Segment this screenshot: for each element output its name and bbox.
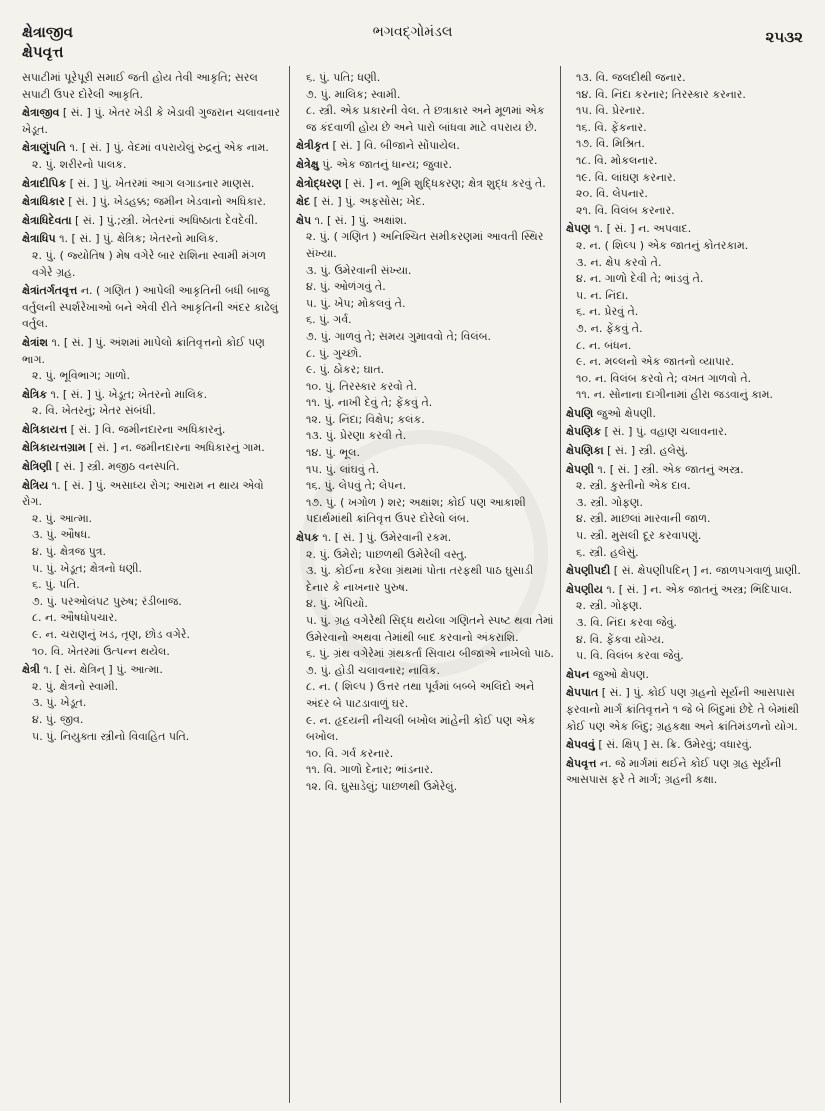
sense: ૩. વિ. નિંદા કરવા જેવું. [576, 616, 677, 629]
headword: ક્ષેપવવું [566, 738, 595, 752]
definition: [ સં. ] પું. અફસોસ; ખેદ. [313, 195, 426, 209]
dictionary-entry [566, 406, 806, 423]
headword: ક્ષેપપાત [566, 686, 599, 700]
sense: ૯. ન. ચરાણનું ખડ, તૃણ, છોડ વગેરે. [32, 628, 190, 641]
sense: ૪. પું. ઓળંગવું તે. [306, 280, 386, 294]
definition: સપાટીમાં પૂરેપૂરી સમાઈ જતી હોય તેવી આકૃતિ; સરલ સપાટી ઉપર દોરેલી આકૃતિ. [22, 71, 258, 101]
definition: ૧. [ સં. ] પું. અંશમાં માપેલો ક્રાંતિવૃત્તનો કોઈ પણ ભાગ. [22, 335, 265, 366]
dictionary-entry [22, 387, 284, 420]
sense: ૭. પું. હોડી ચલાવનાર; નાવિક. [306, 663, 440, 677]
headword: ક્ષેત્રિણી [22, 460, 52, 474]
sense: ૭. પું. માલિક; સ્વામી. [306, 87, 401, 101]
dictionary-entry [566, 70, 806, 219]
definition: જુઓ ક્ષેપણી. [596, 406, 656, 420]
entry-line [296, 176, 554, 193]
entry-line [22, 478, 284, 511]
entry-line [22, 335, 284, 368]
headword: ક્ષેપણ [566, 222, 591, 236]
sense: ૨૦. વિ. લેપનાર. [576, 187, 648, 201]
sense: ૨. પું. ( જ્યોતિષ ) મેષ વગેરે બાર રાશિના સ્વામી મંગળ વગેરે ગ્રહ. [32, 248, 266, 279]
headword: ક્ષેપણીય [566, 582, 603, 596]
dictionary-entry [22, 194, 284, 211]
entry-line [566, 667, 806, 684]
headword: ક્ષેત્રેક્ષુ [296, 157, 319, 171]
sense: ૬. પું. પતિ; ધણી. [306, 71, 381, 84]
dictionary-entry [22, 478, 284, 661]
sense: ૩. ન. ક્ષેપ કરવો તે. [576, 255, 662, 269]
sense: ૯. ન. હૃદયની નીચલી બખોલ માંહેની કોઈ પણ એક બખોલ. [306, 713, 536, 744]
sense: ૧૮. વિ. મોકલનાર. [576, 153, 658, 167]
sense: ૬. ન. પ્રેરવું તે. [576, 305, 639, 319]
headword: ક્ષેદ [296, 195, 311, 209]
sense: ૬. પું. ગર્વ. [306, 313, 352, 327]
sense: ૧૯. વિ. લાંઘણ કરનાર. [576, 170, 677, 184]
entry-line [566, 443, 806, 460]
sense: ૧૩. વિ. જલદીથી જનાર. [576, 71, 686, 84]
dictionary-entry [566, 582, 806, 665]
sense: ૪. વિ. ફેંકવા યોગ્ય. [576, 632, 665, 646]
sense: ૧૫. વિ. પ્રેરનાર. [576, 104, 645, 118]
headword: ક્ષેત્રિકાયત્ત [22, 422, 68, 436]
dictionary-entry [296, 530, 554, 796]
entry-line [566, 685, 806, 735]
entry-line [296, 138, 554, 155]
headword: ક્ષેપણિ [566, 406, 594, 420]
dictionary-entry [566, 221, 806, 404]
definition: [ સં. ] ન. જમીનદારના અધિકારનું ગામ. [89, 441, 265, 455]
definition: ૧. [ સં. ] પું. ઉમેરવાની રકમ. [322, 531, 452, 545]
definition: જુઓ ક્ષેપણ. [592, 667, 649, 681]
sense: ૧૭. વિ. મિશ્રિત. [576, 137, 645, 151]
headword: ક્ષેત્રોદ્ધરણ [296, 176, 342, 190]
sense: ૯. ન. મલ્લનો એક જાતનો વ્યાપાર. [576, 355, 735, 369]
headword: ક્ષેત્રાજીવ [22, 106, 60, 120]
definition: ન. જે માર્ગમાં થઈને કોઈ પણ ગ્રહ સૂર્યની આસપાસ ફરે તે માર્ગ; ગ્રહની કક્ષા. [566, 756, 782, 787]
entry-line [22, 387, 284, 404]
sense: ૮. પું. ગુચ્છો. [306, 346, 362, 360]
sense: ૧૨. વિ. ઘુસાડેલું; પાછળથી ઉમેરેલું. [306, 779, 458, 793]
sense: ૨. સ્ત્રી. ગોફણ. [576, 599, 643, 613]
dictionary-entry [22, 440, 284, 457]
headword: ક્ષેત્રાંતર્ગતવૃત્ત [22, 284, 78, 298]
definition: [ સં. ] પું. ખેડહક્ક; જમીન ખેડવાનો અધિકાર. [68, 195, 267, 209]
dictionary-entry [296, 138, 554, 155]
entry-line [566, 462, 806, 479]
dictionary-entry [22, 176, 284, 193]
entry-line [22, 105, 284, 138]
definition: પું. એક જાતનું ધાન્ય; જુવાર. [322, 157, 452, 171]
dictionary-entry [566, 462, 806, 562]
definition: [ સં. ] ન. ભૂમિ શુદ્ધિકરણ; ક્ષેત્ર શુદ્ધ કરવું તે. [345, 176, 546, 190]
entry-line [22, 440, 284, 457]
sense: ૨. પું. આત્મા. [32, 511, 93, 525]
sense: ૪. પું. ખેપિયો. [306, 597, 368, 611]
sense: ૬. પું. પતિ. [32, 578, 80, 592]
sense: ૧૩. પું. પ્રેરણા કરવી તે. [306, 429, 407, 443]
sense: ૭. ન. ફેંકવું તે. [576, 321, 643, 335]
definition: [ સં. ] પું. કોઈ પણ ગ્રહનો સૂર્યની આસપાસ ફરવાનો માર્ગ ક્રાંતિવૃત્તને ૧ જે બે બિંદુમાં છેદે તે બેમાંથી કોઈ પણ એક બિંદુ; ગ્રહકક્ષા અને ક્રાંતિમંડળનો યોગ. [566, 686, 800, 733]
entry-line [296, 530, 554, 547]
guide-word-first: ક્ષેત્રાજીવ [22, 23, 73, 41]
dictionary-entry [566, 424, 806, 441]
column-2 [296, 70, 554, 1105]
sense: ૮. ન. ( શિલ્પ ) ઉત્તર તથા પૂર્વમાં બબ્બે અલિંદો અને અંદર બે પાટડાવાળું ઘર. [306, 680, 535, 710]
entry-line [566, 756, 806, 789]
sense: ૫. પું. ગ્રહ વગેરેથી સિદ્ધ થયેલા ગણિતને સ્પષ્ટ થવા તેમાં ઉમેરવાનો અથવા તેમાંથી બાદ કરવાનો અંકરાશિ. [306, 614, 554, 644]
dictionary-entry [296, 213, 554, 528]
definition: ન. ( ગણિત ) આપેલી આકૃતિની બધી બાજુ વર્તુલની સ્પર્શરેખાઓ બને એવી રીતે આકૃતિની અંદર કાઢેલું વર્તુલ. [22, 284, 279, 331]
sense: ૧૧. ન. સોનાના દાગીનામાં હીરા જડવાનું કામ. [576, 388, 774, 402]
sense: ૨. પું. ( ગણિત ) અનિશ્ચિત સમીકરણમાં આવતી સ્થિર સંખ્યા. [306, 230, 544, 260]
sense: ૫. પું. નિયુક્તા સ્ત્રીનો વિવાહિત પતિ. [32, 729, 190, 743]
sense: ૨. પું. ભૂવિભાગ; ગાળો. [32, 369, 131, 383]
headword: ક્ષેત્રાદીપિક [22, 176, 67, 190]
sense: ૧૪. પું. ભૂલ. [306, 446, 360, 460]
dictionary-entry [566, 737, 806, 754]
entry-line [566, 563, 806, 580]
definition: ૧. [ સં. ] ન. એક જાતનું અસ્ત્ર; ભિંદિપાલ. [606, 582, 793, 596]
sense: ૧૬. વિ. ફેંકનાર. [576, 120, 647, 134]
entry-line [296, 157, 554, 174]
dictionary-entry [22, 213, 284, 230]
sense: ૫. વિ. વિલંબ કરવા જેવું. [576, 649, 684, 663]
column-divider [560, 66, 561, 1103]
sense: ૫. સ્ત્રી. મુસલી દૂર કરવાપણું. [576, 529, 702, 543]
guide-word-last: ક્ષેપવૃત્ત [22, 43, 64, 61]
dictionary-entry [296, 70, 554, 136]
column-1 [22, 70, 284, 1105]
definition: [ સં. ] વિ. બીજાને સોંપાયેલ. [332, 139, 460, 153]
entry-line [566, 737, 806, 754]
dictionary-entry [22, 140, 284, 173]
definition: ૧. [ સં. ] પું. ખેડૂત; ખેતરનો માલિક. [50, 387, 208, 401]
sense: ૨. પું. ક્ષેત્રનો સ્વામી. [32, 679, 119, 693]
headword: ક્ષેત્રાધિપ [22, 232, 56, 246]
headword: ક્ષેપણીપદી [566, 564, 611, 578]
headword: ક્ષેત્રિકાયત્તગ્રામ [22, 441, 86, 455]
dictionary-entry [296, 176, 554, 193]
dictionary-entry [566, 443, 806, 460]
sense: ૧૪. વિ. નિંદા કરનાર; તિરસ્કાર કરનાર. [576, 87, 746, 101]
sense: ૧૦. વિ. ખેતરમાં ઉત્પન્ન થયેલ. [32, 644, 170, 658]
headword: ક્ષેપન [566, 667, 590, 681]
entry-line [566, 582, 806, 599]
entry-line [296, 194, 554, 211]
column-divider [289, 66, 290, 1103]
headword: ક્ષેત્રિક [22, 387, 48, 401]
sense: ૮. ન. ઔષધોપચાર. [32, 611, 118, 625]
headword: ક્ષેપણી [566, 462, 594, 476]
sense: ૨. પું. શરીરનો પાલક. [32, 157, 127, 171]
sense: ૧૨. પું. નિંદા; વિક્ષેપ; કલંક. [306, 412, 425, 426]
sense: ૬. સ્ત્રી. હલેસું. [576, 545, 639, 559]
dictionary-entry [296, 194, 554, 211]
definition: ૧. [ સં. ] પું. વેદમાં વપરાયેલું રુદ્રનું એક નામ. [69, 141, 269, 155]
dictionary-entry [296, 157, 554, 174]
sense: ૩. પું. ખેડૂત. [32, 696, 87, 710]
entry-line [296, 213, 554, 230]
entry-line [566, 406, 806, 423]
headword: ક્ષેત્રિય [22, 478, 49, 492]
dictionary-entry [22, 105, 284, 138]
definition: [ સં. ] વિ. જમીનદારના અધિકારનું. [70, 422, 226, 436]
definition: [ સં. ] સ્ત્રી. હલેસું. [607, 444, 689, 458]
headword: ક્ષેપ [296, 213, 312, 227]
headword: ક્ષેત્રી [22, 663, 40, 677]
sense: ૧૦. ન. વિલંબ કરવો તે; વખત ગાળવો તે. [576, 371, 752, 385]
dictionary-entry [22, 283, 284, 333]
sense: ૩. પું. ઔષધ. [32, 528, 91, 542]
sense: ૮. ન. બંધન. [576, 338, 632, 352]
sense: ૩. પું. ઉમેરવાની સંખ્યા. [306, 263, 412, 277]
entry-line [22, 213, 284, 230]
entry-line [22, 422, 284, 439]
entry-line [22, 283, 284, 333]
sense: ૯. પું. ઠોકર; ઘાત. [306, 363, 385, 377]
headword: ક્ષેત્રાધિદેવતા [22, 213, 72, 227]
dictionary-entry [22, 662, 284, 745]
definition: [ સં. ક્ષેપણીપદિન્ ] ન. જાળપગવાળું પ્રાણી. [613, 564, 801, 578]
sense: ૧૫. પું. લાંઘવું તે. [306, 462, 380, 476]
sense: ૨. ન. ( શિલ્પ ) એક જાતનું કોતરકામ. [576, 238, 749, 252]
headword: ક્ષેત્રીકૃત [296, 139, 329, 153]
definition: [ સં. ] પું. ખેતરમાં આગ લગાડનાર માણસ. [69, 176, 255, 190]
headword: ક્ષેપણિકા [566, 444, 604, 458]
entry-line [22, 176, 284, 193]
entry-line [22, 70, 284, 103]
dictionary-entry [566, 667, 806, 684]
sense: ૩. સ્ત્રી. ગોફણ. [576, 495, 644, 509]
definition: ૧. [ સં. ] પું. અસાધ્ય રોગ; આરામ ન થાય એવો રોગ. [22, 478, 264, 509]
dictionary-entry [22, 459, 284, 476]
headword: ક્ષેત્રાંશ [22, 335, 48, 349]
sense: ૪. પું. જીવ. [32, 712, 84, 726]
sense: ૨. પું. ઉમેરો; પાછળથી ઉમેરેલી વસ્તુ. [306, 547, 468, 561]
sense: ૧૭. પું. ( ખગોળ ) શર; અક્ષાંશ; કોઈ પણ આકાશી પદાર્થમાંથી ક્રાંતિવૃત્ત ઉપર દોરેલો લંબ. [306, 495, 526, 526]
sense: ૩. પું. કોઈના કરેલા ગ્રંથમાં પોતા તરફથી પાઠ ઘુસાડી દેનાર કે નાખનાર પુરુષ. [306, 564, 534, 594]
sense: ૫. પું. ખેડૂત; ક્ષેત્રનો ધણી. [32, 561, 142, 575]
headword: ક્ષેપવૃત્ત [566, 756, 597, 770]
headword: ક્ષેત્રાધિકાર [22, 195, 65, 209]
dictionary-entry [22, 70, 284, 103]
sense: ૭. પું. પરઓલંપટ પુરુષ; રંડીબાજ. [32, 594, 182, 608]
definition: [ સં. ] પું. વહાણ ચલાવનાર. [604, 425, 728, 439]
sense: ૪. પું. ક્ષેત્રજ પુત્ર. [32, 545, 106, 559]
sense: ૧૦. પું. તિરસ્કાર કરવો તે. [306, 379, 418, 393]
sense: ૨. વિ. ખેતરનું; ખેતર સંબંધી. [32, 404, 156, 418]
definition: ૧. [ સં. ] પું. અક્ષાંશ. [314, 213, 407, 227]
definition: [ સં. ] પું. ખેતર ખેડી કે ખેડાવી ગુજરાન ચલાવનાર ખેડૂત. [22, 106, 280, 136]
definition: ૧. [ સં. ] ન. અપવાદ. [594, 222, 692, 236]
headword: ક્ષેત્રાણુંપતિ [22, 141, 66, 155]
sense: ૪. ન. ગાળો દેવી તે; ભાંડવું તે. [576, 272, 704, 286]
definition: ૧. [ સં. ] પું. ક્ષેત્રિક; ખેતરનો માલિક. [59, 232, 219, 246]
headword: ક્ષેપણિક [566, 425, 601, 439]
definition: [ સં. ] પું.;સ્ત્રી. ખેતરનાં અધિષ્ઠાતા દેવદેવી. [75, 213, 258, 227]
sense: ૧૬. પું. લેપવું તે; લેપન. [306, 479, 407, 493]
entry-line [22, 459, 284, 476]
entry-line [22, 662, 284, 679]
dictionary-entry [566, 685, 806, 735]
dictionary-entry [566, 756, 806, 789]
page-title: ભગવદ્ગોમંડલ [372, 24, 453, 40]
sense: ૫. પું. ખેપ; મોકલવું તે. [306, 296, 406, 310]
page-number: ૨૫૩૨ [765, 28, 803, 46]
sense: ૧૧. વિ. ગાળો દેનાર; ભાંડનાર. [306, 763, 434, 777]
entry-line [566, 424, 806, 441]
sense: ૭. પું. ગાળવું તે; સમય ગુમાવવો તે; વિલંબ. [306, 329, 492, 343]
definition: [ સં. ] સ્ત્રી. મજીઠ વનસ્પતિ. [55, 460, 180, 474]
sense: ૪. સ્ત્રી. માછલાં મારવાની જાળ. [576, 512, 711, 526]
definition: ૧. [ સં. ] સ્ત્રી. એક જાતનું અસ્ત્ર. [597, 462, 744, 476]
entry-line [22, 140, 284, 157]
definition: ૧. [ સં. ક્ષેત્રિન્ ] પું. આત્મા. [43, 663, 163, 677]
page-header [22, 22, 803, 66]
entry-line [22, 194, 284, 211]
definition: [ સં. ક્ષિપ્ ] સ. ક્રિ. ઉમેરવું; વધારવું. [598, 738, 753, 752]
sense: ૬. પું. ગ્રંથ વગેરેમાં ગ્રંથકર્તા સિવાય બીજાએ નાખેલો પાઠ. [306, 647, 554, 661]
sense: ૮. સ્ત્રી. એક પ્રકારની વેલ. તે છત્રાકાર અને મૂળમાં એક જ કંદવાળી હોય છે અને પારો બાંધવા માટે વપરાય છે. [306, 104, 545, 134]
dictionary-entry [22, 422, 284, 439]
sense: ૨. સ્ત્રી. કુસ્તીનો એક દાવ. [576, 479, 691, 493]
sense: ૧૦. વિ. ગર્વ કરનાર. [306, 746, 394, 760]
sense: ૨૧. વિ. વિલંબ કરનાર. [576, 203, 675, 217]
entry-line [22, 231, 284, 248]
sense: ૧૧. પું. નાખી દેવું તે; ફેંકવું તે. [306, 396, 433, 410]
dictionary-entry [566, 563, 806, 580]
column-3 [566, 70, 806, 1105]
headword: ક્ષેપક [296, 531, 319, 545]
dictionary-entry [22, 231, 284, 281]
entry-line [566, 221, 806, 238]
dictionary-entry [22, 335, 284, 385]
sense: ૫. ન. નિંદા. [576, 288, 629, 302]
